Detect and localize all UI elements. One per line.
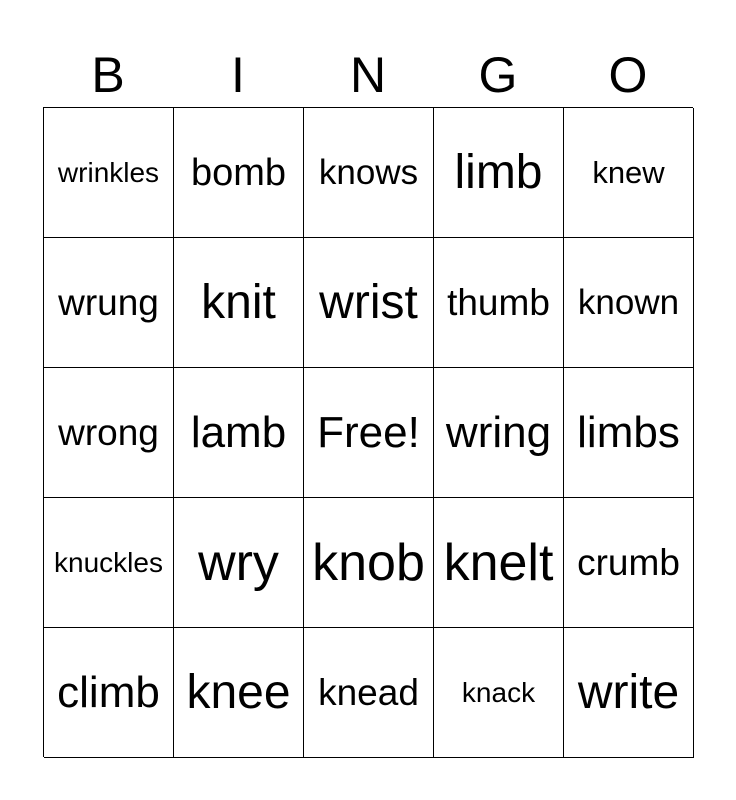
bingo-card	[43, 107, 693, 757]
bingo-cell: wrist	[304, 238, 434, 368]
bingo-header	[43, 44, 693, 106]
header-letter-i: I	[231, 47, 245, 103]
bingo-cell: wrinkles	[44, 108, 174, 238]
bingo-cell: knows	[304, 108, 434, 238]
bingo-cell: knit	[174, 238, 304, 368]
header-letter-g: G	[478, 47, 518, 103]
bingo-cell: write	[564, 628, 694, 758]
bingo-cell: knew	[564, 108, 694, 238]
bingo-cell: knob	[304, 498, 434, 628]
bingo-cell: bomb	[174, 108, 304, 238]
bingo-cell: crumb	[564, 498, 694, 628]
bingo-cell: wring	[434, 368, 564, 498]
bingo-cell-free: Free!	[304, 368, 434, 498]
bingo-cell: wrong	[44, 368, 174, 498]
bingo-cell: limb	[434, 108, 564, 238]
bingo-cell: thumb	[434, 238, 564, 368]
bingo-cell: wry	[174, 498, 304, 628]
header-letter-b: B	[91, 47, 125, 103]
bingo-cell: wrung	[44, 238, 174, 368]
bingo-cell: lamb	[174, 368, 304, 498]
bingo-cell: knack	[434, 628, 564, 758]
bingo-cell: knelt	[434, 498, 564, 628]
bingo-cell: limbs	[564, 368, 694, 498]
header-letter-o: O	[608, 47, 648, 103]
bingo-cell: knee	[174, 628, 304, 758]
bingo-cell: climb	[44, 628, 174, 758]
bingo-cell: knuckles	[44, 498, 174, 628]
bingo-cell: knead	[304, 628, 434, 758]
header-letter-n: N	[349, 47, 387, 103]
bingo-cell: known	[564, 238, 694, 368]
